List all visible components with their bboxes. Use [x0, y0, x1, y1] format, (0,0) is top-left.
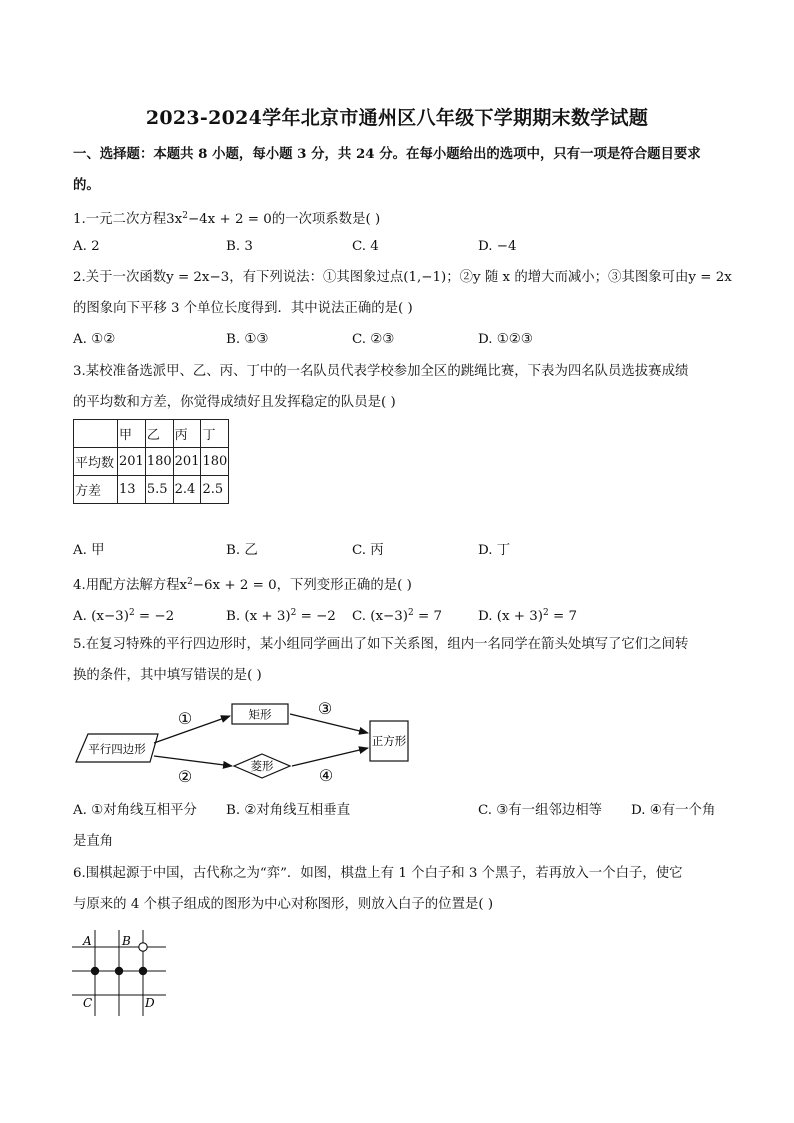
table-row: [74, 476, 229, 504]
table-cell: 乙: [145, 420, 173, 448]
q4-option-b-rhs: = −2: [296, 609, 336, 624]
q4-option-a-text: A. (x−3): [73, 609, 129, 624]
rhombus-label: 菱形: [250, 759, 274, 773]
q4-option-d-rhs: = 7: [548, 609, 578, 624]
q4-option-c: [352, 603, 442, 627]
q4-option-b-sup: 2: [290, 608, 297, 618]
q4-option-b-text: B. (x + 3): [226, 609, 291, 624]
q3-option-d: D. 丁: [478, 543, 511, 558]
q5-option-d-cont: 是直角: [73, 834, 114, 849]
table-cell: 方差: [74, 476, 118, 504]
arrow-2: [154, 756, 232, 766]
q1-stem-b: −4x + 2 = 0的一次项系数是( ): [187, 212, 381, 227]
q5-option-c: C. ③有一组邻边相等: [478, 803, 603, 818]
rectangle-label: 矩形: [248, 707, 272, 722]
q4-option-c-text: C. (x−3): [352, 609, 409, 624]
point-label-b: B: [122, 934, 131, 948]
q2-option-b: B. ①③: [226, 332, 269, 347]
arrow-label-2: ②: [177, 767, 193, 786]
table-header-row: [74, 420, 229, 448]
q3-score-table: [73, 419, 229, 504]
q4-stem-b: −6x + 2 = 0，下列变形正确的是( ): [192, 578, 412, 593]
q5-option-d: D. ④有一个角: [631, 803, 716, 818]
q4-stem: [73, 572, 412, 596]
q2-stem: 2.关于一次函数y = 2x−3，有下列说法：①其图象过点(1,−1)；②y 随 x 的增大而减小；③其图象可由y = 2x: [73, 270, 732, 285]
table-cell: 5.5: [145, 476, 173, 504]
table-cell: 201: [173, 448, 201, 476]
q1-stem-sup: 2: [182, 211, 188, 221]
q4-stem-sup: 2: [187, 577, 193, 587]
arrow-label-4: ④: [318, 766, 334, 785]
q5-option-a: A. ①对角线互相平分: [73, 803, 197, 818]
point-label-c: C: [83, 996, 93, 1010]
q2-stem-cont: 的图象向下平移 3 个单位长度得到．其中说法正确的是( ): [73, 301, 413, 316]
q1-option-a: A. 2: [73, 239, 100, 254]
table-cell: 13: [118, 476, 146, 504]
q2-option-a: A. ①②: [73, 332, 116, 347]
q4-option-a-sup: 2: [128, 608, 135, 618]
point-label-d: D: [145, 996, 155, 1010]
q1-stem-a: 1.一元二次方程3x: [73, 212, 183, 227]
q4-option-d: [478, 603, 577, 627]
q5-stem: 5.在复习特殊的平行四边形时，某小组同学画出了如下关系图，组内一名同学在箭头处填写了它们之间转: [73, 637, 689, 652]
table-cell: 180: [201, 448, 229, 476]
q4-option-c-sup: 2: [408, 608, 414, 618]
q3-stem-cont: 的平均数和方差，你觉得成绩好且发挥稳定的队员是( ): [73, 395, 396, 410]
q4-option-a-rhs: = −2: [134, 609, 175, 624]
table-row: [74, 448, 229, 476]
section-heading-cont: 的。: [73, 177, 100, 193]
table-cell: 丁: [201, 420, 229, 448]
q4-option-c-rhs: = 7: [413, 609, 443, 624]
table-cell: [74, 420, 118, 448]
q3-option-a: A. 甲: [73, 543, 105, 558]
table-cell: 平均数: [74, 448, 118, 476]
q4-option-d-text: D. (x + 3): [478, 609, 544, 624]
q4-stem-a: 4.用配方法解方程x: [73, 578, 188, 593]
q1-option-c: C. 4: [352, 239, 379, 254]
arrow-label-1: ①: [177, 709, 193, 728]
black-stone: [139, 967, 147, 975]
table-cell: 丙: [173, 420, 201, 448]
table-cell: 2.4: [173, 476, 201, 504]
black-stone: [91, 967, 99, 975]
q6-go-board: [68, 928, 172, 1022]
q1-option-b: B. 3: [226, 239, 253, 254]
table-cell: 201: [118, 448, 146, 476]
arrow-4: [292, 748, 368, 766]
table-cell: 2.5: [201, 476, 229, 504]
q1-option-d: D. −4: [478, 239, 517, 254]
q3-option-b: B. 乙: [226, 543, 258, 558]
table-cell: 180: [145, 448, 173, 476]
q4-option-d-sup: 2: [543, 608, 549, 618]
white-stone: [139, 943, 147, 951]
q5-option-b: B. ②对角线互相垂直: [226, 803, 351, 818]
q3-option-c: C. 丙: [352, 543, 384, 558]
black-stone: [115, 967, 123, 975]
square-label: 正方形: [371, 734, 407, 748]
q5-stem-cont: 换的条件，其中填写错误的是( ): [73, 668, 262, 683]
q4-option-a: [73, 603, 174, 627]
point-label-a: A: [83, 934, 92, 948]
table-cell: 甲: [118, 420, 146, 448]
q3-stem: 3.某校准备选派甲、乙、丙、丁中的一名队员代表学校参加全区的跳绳比赛，下表为四名队员选拔赛成绩: [73, 364, 689, 379]
q2-option-d: D. ①②③: [478, 332, 533, 347]
parallelogram-label: 平行四边形: [88, 742, 146, 756]
section-heading: 一、选择题：本题共 8 小题，每小题 3 分，共 24 分。在每小题给出的选项中，只有一项是符合题目要求: [73, 146, 701, 162]
arrow-label-3: ③: [317, 699, 333, 718]
q1-stem: [73, 206, 380, 230]
q6-stem-cont: 与原来的 4 个棋子组成的图形为中心对称图形，则放入白子的位置是( ): [73, 897, 494, 912]
q4-option-b: [226, 603, 336, 627]
q5-relation-diagram: [70, 696, 420, 792]
page-title: 2023-2024学年北京市通州区八年级下学期期末数学试题: [145, 107, 649, 129]
q6-stem: 6.围棋起源于中国，古代称之为“弈”．如图，棋盘上有 1 个白子和 3 个黑子，若再放入一个白子，使它: [73, 866, 683, 881]
q2-option-c: C. ②③: [352, 332, 395, 347]
